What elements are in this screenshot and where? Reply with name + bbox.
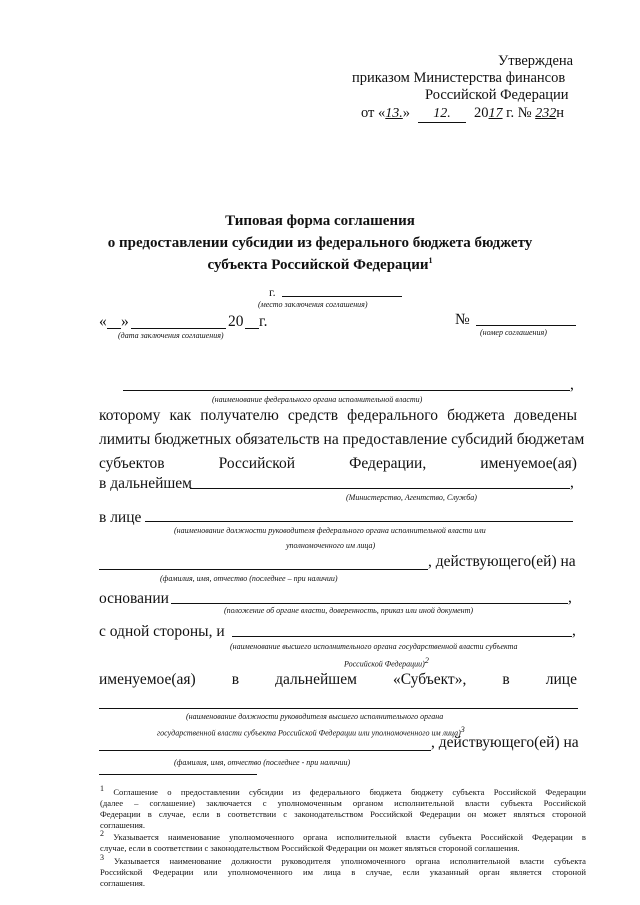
- comma-6: ,: [431, 734, 435, 751]
- federal-organ-caption: (наименование федерального органа исполнительной власти): [212, 395, 423, 404]
- subject-word-6: лице: [545, 671, 577, 688]
- regional-head-caption-text: государственной власти субъекта Российской Федерации или уполномоченного им лица): [157, 728, 461, 738]
- footnote-ref-2: 2: [424, 656, 429, 665]
- approval-month: 12.: [418, 105, 466, 123]
- approval-line-3: Российской Федерации: [425, 87, 569, 103]
- approval-date-prefix: от «: [361, 105, 386, 121]
- document-title-text: субъекта Российской Федерации: [207, 257, 429, 273]
- footnote-3-mark: 3: [100, 853, 104, 862]
- acting-text-2: действующего(ей) на: [438, 734, 579, 751]
- head-caption-line-2: уполномоченного им лица): [286, 541, 376, 550]
- footnote-3-line-3: соглашения.: [100, 877, 146, 888]
- basis-field[interactable]: [171, 603, 568, 604]
- number-caption: (номер соглашения): [480, 328, 547, 337]
- comma-3: ,: [428, 553, 432, 570]
- one-side-label: с одной стороны, и: [99, 623, 225, 640]
- subject-line: [99, 671, 577, 689]
- approval-day: 13.: [385, 106, 403, 121]
- approval-year-suffix: г. №: [502, 105, 532, 121]
- subject-word-4: «Субъект»,: [392, 671, 467, 688]
- para1-word-1: субъектов: [99, 455, 165, 472]
- para1-line-1: которому как получателю средств федерального бюджета доведены: [99, 407, 577, 424]
- footnote-2-line-1: Указывается наименование уполномоченного органа исполнительной власти субъекта Российской Федерации в: [113, 831, 586, 842]
- approval-year: 17: [488, 106, 503, 121]
- footnote-3: [100, 852, 586, 889]
- basis-label: основании: [99, 590, 169, 607]
- date-caption: (дата заключения соглашения): [118, 331, 224, 340]
- regional-head-caption-line-2: [157, 725, 465, 738]
- approval-date-mid: »: [402, 105, 411, 121]
- acting-label: [428, 553, 576, 571]
- para1-word-4: именуемое(ая): [480, 455, 577, 472]
- footnote-separator: [99, 774, 257, 775]
- footnote-1-line-4: соглашения.: [100, 819, 146, 830]
- hereinafter-label: в дальнейшем: [99, 475, 192, 492]
- date-year-suffix: г.: [259, 313, 268, 330]
- approval-year-prefix: 20: [474, 105, 489, 121]
- in-person-label: в лице: [99, 509, 142, 526]
- comma-1: ,: [570, 376, 574, 393]
- acting-text: действующего(ей) на: [435, 553, 576, 570]
- footnote-1: [100, 783, 586, 831]
- regional-organ-field[interactable]: [232, 636, 572, 637]
- acting-label-2: [431, 734, 579, 752]
- agreement-number-field[interactable]: [476, 325, 576, 326]
- footnote-1-line-3: Федерации в случае, если в соответствии с законодательством Российской Федерации он может являться стороной: [100, 808, 586, 819]
- document-title-line-2: о предоставлении субсидии из федерального бюджета бюджету: [107, 235, 533, 251]
- subject-word-5: в: [502, 671, 510, 688]
- document-title-line-1: Типовая форма соглашения: [225, 213, 415, 229]
- comma-5: ,: [572, 622, 576, 639]
- date-year-field[interactable]: [245, 328, 259, 329]
- subject-word-3: дальнейшем: [275, 671, 357, 688]
- footnote-1-mark: 1: [100, 784, 104, 793]
- regional-head-fio-field[interactable]: [99, 750, 431, 751]
- footnote-2-mark: 2: [100, 829, 104, 838]
- date-close-quote: »: [121, 313, 129, 330]
- ministry-caption: (Министерство, Агентство, Служба): [346, 493, 477, 502]
- city-caption: (место заключения соглашения): [258, 300, 368, 309]
- head-caption-line-1: (наименование должности руководителя федерального органа исполнительной власти или: [174, 526, 486, 535]
- city-prefix: г.: [269, 285, 276, 299]
- approval-number-suffix: н: [556, 105, 564, 121]
- subject-word-2: в: [231, 671, 240, 688]
- regional-head-field[interactable]: [99, 708, 578, 709]
- date-day-field[interactable]: [107, 328, 121, 329]
- para1-word-3: Федерации,: [349, 455, 427, 472]
- date-open-quote: «: [99, 313, 107, 330]
- fio-caption: (фамилия, имя, отчество (последнее – при наличии): [160, 574, 338, 583]
- comma-4: ,: [568, 589, 572, 606]
- head-fio-field[interactable]: [99, 569, 428, 570]
- footnote-3-line-1: Указывается наименование должности руководителя уполномоченного органа исполнительной власти субъекта: [113, 855, 586, 866]
- approval-line-1: Утверждена: [498, 53, 574, 69]
- head-position-field[interactable]: [145, 521, 573, 522]
- city-field[interactable]: [282, 296, 402, 297]
- ministry-field[interactable]: [190, 488, 570, 489]
- subject-word-1: именуемое(ая): [99, 671, 196, 688]
- comma-2: ,: [570, 474, 574, 491]
- footnote-ref-1: 1: [428, 256, 433, 265]
- footnote-1-line-2: (далее – соглашение) заключается с уполномоченным органом исполнительной власти субъекта Российской: [100, 797, 586, 808]
- footnote-2: [100, 828, 586, 854]
- approval-line-2: приказом Министерства финансов: [352, 70, 566, 86]
- footnote-1-line-1: Соглашение о предоставлении субсидии из федерального бюджета бюджету субъекта Российской Федерации: [113, 786, 587, 797]
- date-year-text: 20: [228, 313, 244, 330]
- footnote-2-line-2: случае, если в соответствии с законодательством Российской Федерации он может являться стороной соглашения.: [100, 842, 520, 853]
- regional-head-caption-line-1: (наименование должности руководителя высшего исполнительного органа: [186, 712, 444, 721]
- number-sign: №: [455, 311, 470, 328]
- regional-caption-line-1: (наименование высшего исполнительного органа государственной власти субъекта: [230, 642, 518, 651]
- approval-date-line: [361, 105, 564, 123]
- para1-word-2: Российской: [218, 455, 296, 472]
- approval-number: 232: [535, 106, 557, 121]
- date-month-field[interactable]: [131, 328, 226, 329]
- federal-organ-field[interactable]: [123, 390, 570, 391]
- document-title-line-3: [0, 256, 640, 274]
- para1-line-2: лимиты бюджетных обязательств на предоставление субсидий бюджетам: [99, 431, 585, 448]
- footnote-ref-3: 3: [460, 725, 465, 734]
- regional-caption-line-2: [344, 656, 429, 669]
- para1-line-3: [99, 455, 577, 473]
- footnote-3-line-2: Российской Федерации или уполномоченного им лица в случае, если указанный орган является стороной: [100, 866, 586, 877]
- basis-caption: (положение об органе власти, доверенность, приказ или иной документ): [224, 606, 474, 615]
- fio-caption-2: (фамилия, имя, отчество (последнее - при наличии): [174, 758, 351, 767]
- regional-caption-text: Российской Федерации): [344, 659, 425, 669]
